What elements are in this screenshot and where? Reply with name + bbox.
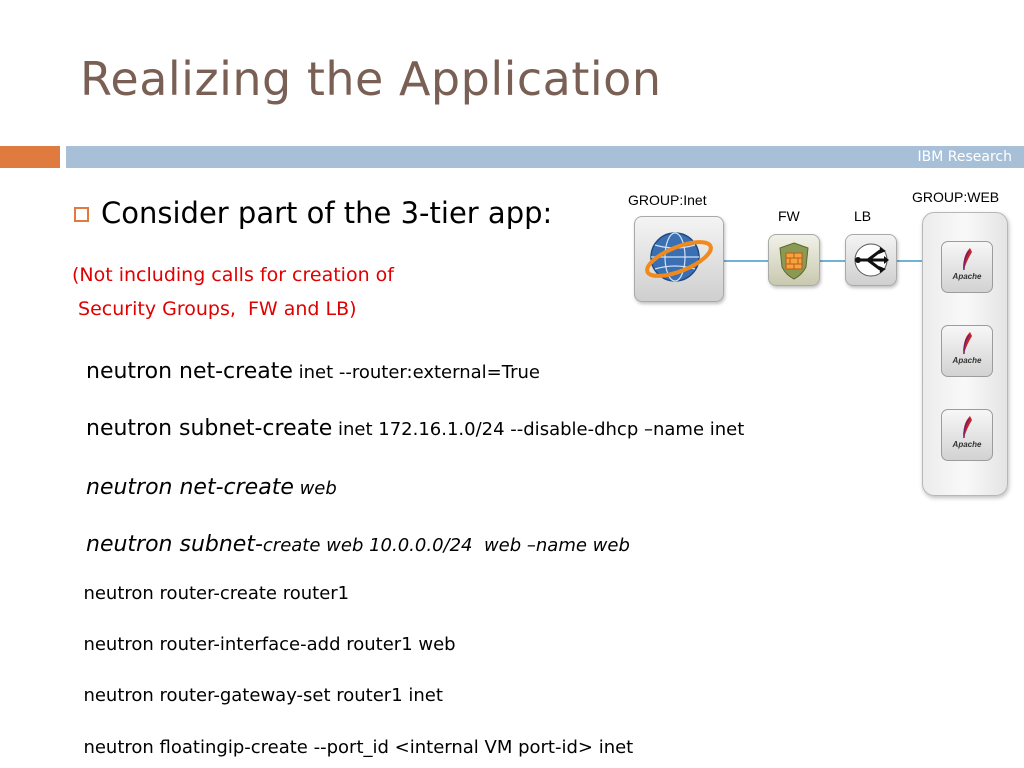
slide-title: Realizing the Application bbox=[80, 52, 662, 106]
lb-label: LB bbox=[854, 208, 872, 224]
apache-label: Apache bbox=[952, 356, 982, 365]
command-line: neutron router-gateway-set router1 inet bbox=[83, 685, 443, 706]
command-line: neutron floatingip-create --port_id <internal VM port-id> inet bbox=[83, 737, 634, 758]
group-inet-label: GROUP:Inet bbox=[628, 192, 707, 208]
apache-feather-icon bbox=[942, 410, 992, 460]
apache-server-3 bbox=[941, 409, 993, 461]
apache-label: Apache bbox=[952, 440, 982, 449]
header-bar bbox=[66, 146, 1024, 168]
ibm-research-label: IBM Research bbox=[917, 149, 1012, 165]
note-line-1: (Not including calls for creation of bbox=[72, 264, 394, 286]
header-bar-accent bbox=[0, 146, 60, 168]
apache-feather-icon bbox=[942, 242, 992, 292]
command-line: neutron router-create router1 bbox=[83, 583, 350, 604]
command-line: neutron net-create web bbox=[86, 475, 337, 500]
command-line: neutron net-create inet --router:external=True bbox=[86, 359, 540, 384]
apache-server-2 bbox=[941, 325, 993, 377]
connection-line bbox=[722, 260, 770, 262]
note-line-2: Security Groups, FW and LB) bbox=[72, 298, 357, 320]
fw-label: FW bbox=[778, 208, 800, 224]
apache-server-1 bbox=[941, 241, 993, 293]
bullet-text: Consider part of the 3-tier app: bbox=[101, 196, 553, 230]
firewall-node bbox=[768, 234, 820, 286]
globe-icon bbox=[635, 217, 723, 301]
note bbox=[72, 258, 394, 326]
web-group-container bbox=[922, 212, 1008, 496]
load-balancer-icon bbox=[846, 235, 896, 285]
apache-feather-icon bbox=[942, 326, 992, 376]
internet-node bbox=[634, 216, 724, 302]
connection-line bbox=[894, 260, 924, 262]
firewall-shield-icon bbox=[769, 235, 819, 285]
apache-label: Apache bbox=[952, 272, 982, 281]
command-line: neutron subnet-create web 10.0.0.0/24 web –name web bbox=[86, 532, 630, 557]
load-balancer-node bbox=[845, 234, 897, 286]
connection-line bbox=[818, 260, 846, 262]
bullet-item bbox=[74, 196, 552, 230]
command-line: neutron subnet-create inet 172.16.1.0/24 --disable-dhcp –name inet bbox=[86, 416, 745, 441]
bullet-box-icon bbox=[74, 207, 89, 222]
command-line: neutron router-interface-add router1 web bbox=[83, 634, 456, 655]
group-web-label: GROUP:WEB bbox=[912, 189, 1000, 205]
